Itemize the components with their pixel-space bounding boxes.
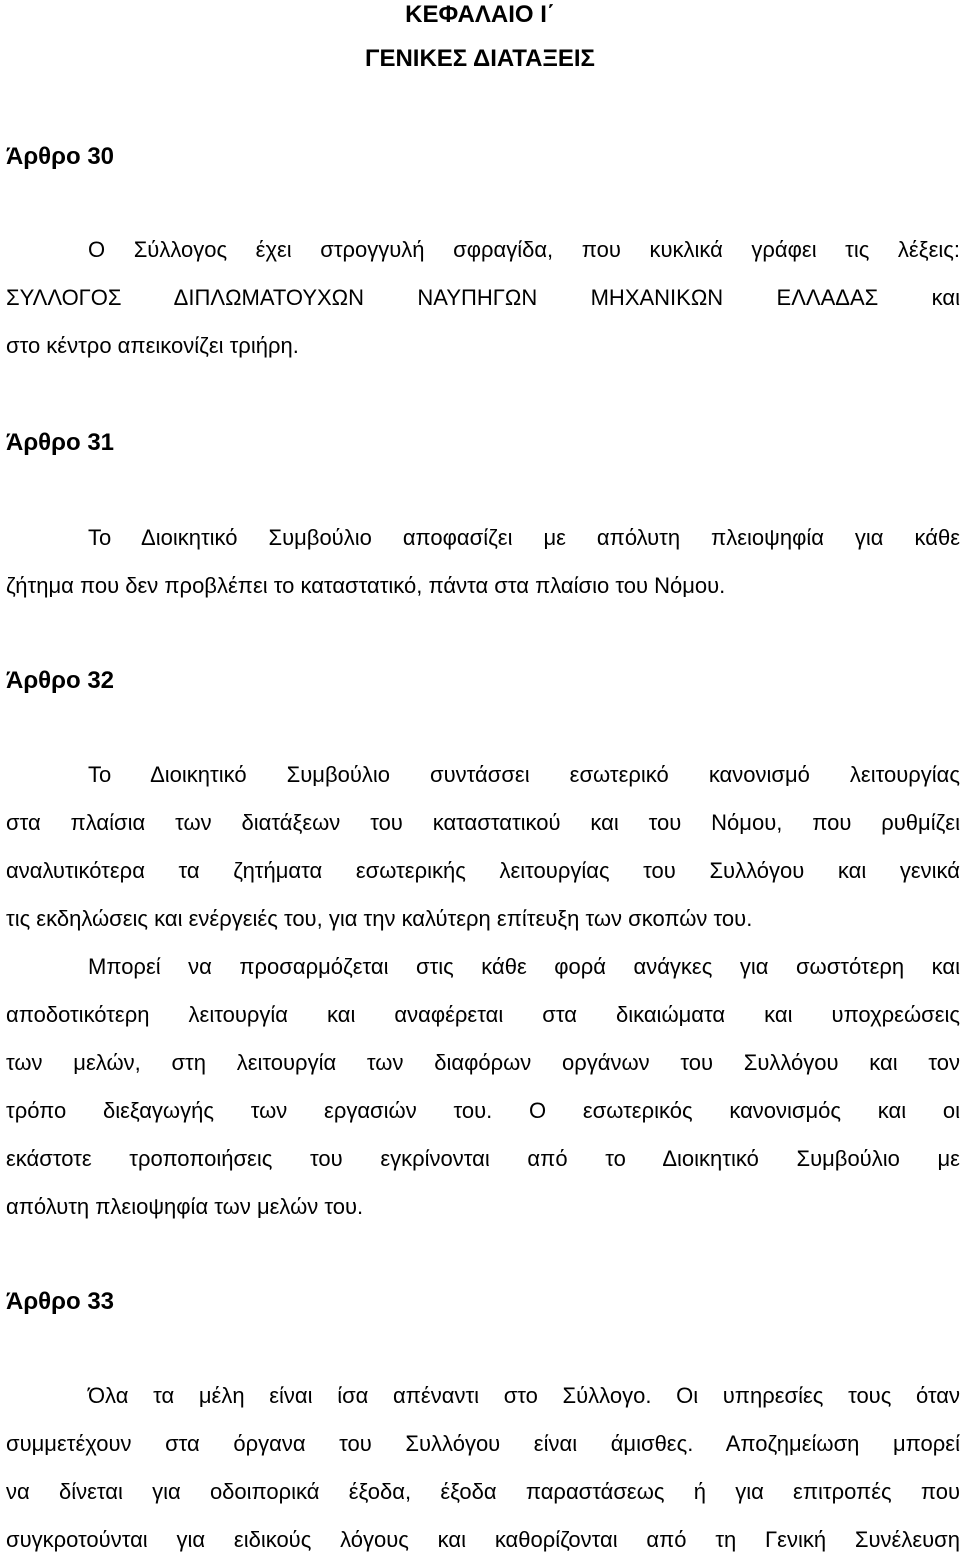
- article-paragraph: [6, 943, 960, 1231]
- text-line: να δίνεται για οδοιπορικά έξοδα, έξοδα παραστάσεως ή για επιτροπές που: [6, 1479, 960, 1504]
- text-line: Το Διοικητικό Συμβούλιο συντάσσει εσωτερικό κανονισμό λειτουργίας: [88, 762, 960, 787]
- text-line: συγκροτούνται για ειδικούς λόγους και καθορίζονται από τη Γενική Συνέλευση: [6, 1527, 960, 1552]
- article-heading: Άρθρο 30: [6, 143, 115, 170]
- text-line: ζήτημα που δεν προβλέπει το καταστατικό, πάντα στα πλαίσιο του Νόμου.: [6, 573, 726, 598]
- text-line: αναλυτικότερα τα ζητήματα εσωτερικής λειτουργίας του Συλλόγου και γενικά: [6, 858, 960, 883]
- text-line: Όλα τα μέλη είναι ίσα απέναντι στο Σύλλογο. Οι υπηρεσίες τους όταν: [88, 1383, 960, 1408]
- article-paragraph: [6, 751, 960, 943]
- text-line: απόλυτη πλειοψηφία των μελών του.: [6, 1194, 364, 1219]
- article-paragraph: [6, 1372, 960, 1564]
- text-line: στο κέντρο απεικονίζει τριήρη.: [6, 333, 299, 358]
- text-line: εκάστοτε τροποποιήσεις του εγκρίνονται από το Διοικητικό Συμβούλιο με: [6, 1146, 960, 1171]
- article-heading: Άρθρο 33: [6, 1288, 115, 1315]
- text-line: των μελών, στη λειτουργία των διαφόρων οργάνων του Συλλόγου και τον: [6, 1050, 960, 1075]
- text-line: συμμετέχουν στα όργανα του Συλλόγου είναι άμισθες. Αποζημείωση μπορεί: [6, 1431, 960, 1456]
- text-line: αποδοτικότερη λειτουργία και αναφέρεται στα δικαιώματα και υποχρεώσεις: [6, 1002, 960, 1027]
- text-line: τις εκδηλώσεις και ενέργειές του, για την καλύτερη επίτευξη των σκοπών του.: [6, 906, 753, 931]
- article-paragraph: [6, 514, 960, 610]
- text-line: Το Διοικητικό Συμβούλιο αποφασίζει με απόλυτη πλειοψηφία για κάθε: [88, 525, 960, 550]
- article-heading: Άρθρο 32: [6, 667, 115, 694]
- text-line: Μπορεί να προσαρμόζεται στις κάθε φορά ανάγκες για σωστότερη και: [88, 954, 960, 979]
- text-line: Ο Σύλλογος έχει στρογγυλή σφραγίδα, που κυκλικά γράφει τις λέξεις:: [88, 237, 960, 262]
- text-line: ΣΥΛΛΟΓΟΣ ΔΙΠΛΩΜΑΤΟΥΧΩΝ ΝΑΥΠΗΓΩΝ ΜΗΧΑΝΙΚΩΝ ΕΛΛΑΔΑΣ και: [6, 285, 960, 310]
- text-line: τρόπο διεξαγωγής των εργασιών του. Ο εσωτερικός κανονισμός και οι: [6, 1098, 960, 1123]
- article-paragraph: [6, 226, 960, 370]
- text-line: στα πλαίσια των διατάξεων του καταστατικού και του Νόμου, που ρυθμίζει: [6, 810, 960, 835]
- chapter-subtitle: ΓΕΝΙΚΕΣ ΔΙΑΤΑΞΕΙΣ: [365, 45, 595, 72]
- chapter-title: ΚΕΦΑΛΑΙΟ Ι΄: [405, 1, 555, 28]
- article-heading: Άρθρο 31: [6, 429, 115, 456]
